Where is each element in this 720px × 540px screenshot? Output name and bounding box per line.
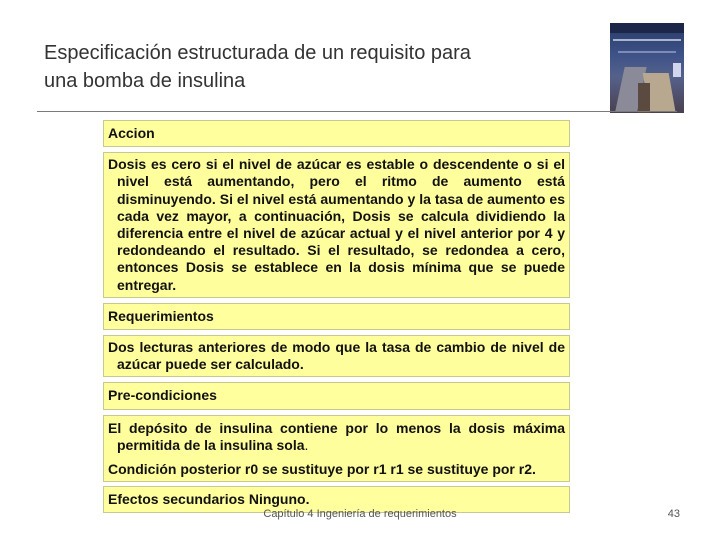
footer-chapter-text: Capítulo 4 Ingeniería de requerimientos bbox=[263, 508, 457, 520]
title-divider bbox=[37, 111, 677, 112]
slide-title-line-1: Especificación estructurada de un requisito para bbox=[44, 42, 471, 64]
precondiciones-paragraph bbox=[108, 420, 565, 454]
precondiciones-period: . bbox=[304, 436, 309, 453]
precondiciones-text: El depósito de insulina contiene por lo menos la dosis máxima permitida de la insulina sola bbox=[108, 419, 565, 453]
slide-title-line-2: una bomba de insulina bbox=[44, 70, 246, 92]
book-cover-image bbox=[610, 23, 684, 113]
postcondicion-text: Condición posterior r0 se sustituye por r1 r1 se sustituye por r2. bbox=[108, 461, 536, 478]
slide-title bbox=[44, 39, 604, 95]
accion-text-cell bbox=[103, 152, 570, 298]
accion-text: Dosis es cero si el nivel de azúcar es estable o descendente o si el nivel está aumentando, pero el ritmo de aumento está disminuyendo. Si el nivel está aumentando y la tasa de aumento es cada vez mayor, a continuación, Dosis se calcula dividiendo la diferencia entre el nivel de azúcar actual y el nivel anterior por 4 y redondeando el resultado. Si el resultado, se redondea a cero, entonces Dosis se establece en la dosis mínima que se puede entregar. bbox=[108, 156, 565, 293]
precondiciones-postcondicion-cell bbox=[103, 415, 570, 483]
requerimientos-text-cell bbox=[103, 335, 570, 377]
page-number: 43 bbox=[667, 508, 680, 520]
requerimientos-header-cell: Requerimientos bbox=[103, 303, 570, 330]
requerimientos-text: Dos lecturas anteriores de modo que la tasa de cambio de nivel de azúcar puede ser calculado. bbox=[108, 339, 565, 373]
requirement-spec-table bbox=[103, 120, 570, 518]
precondiciones-header-cell: Pre-condiciones bbox=[103, 382, 570, 409]
accion-header-cell: Accion bbox=[103, 120, 570, 147]
efectos-secundarios-cell: Efectos secundarios Ninguno. bbox=[103, 486, 570, 513]
